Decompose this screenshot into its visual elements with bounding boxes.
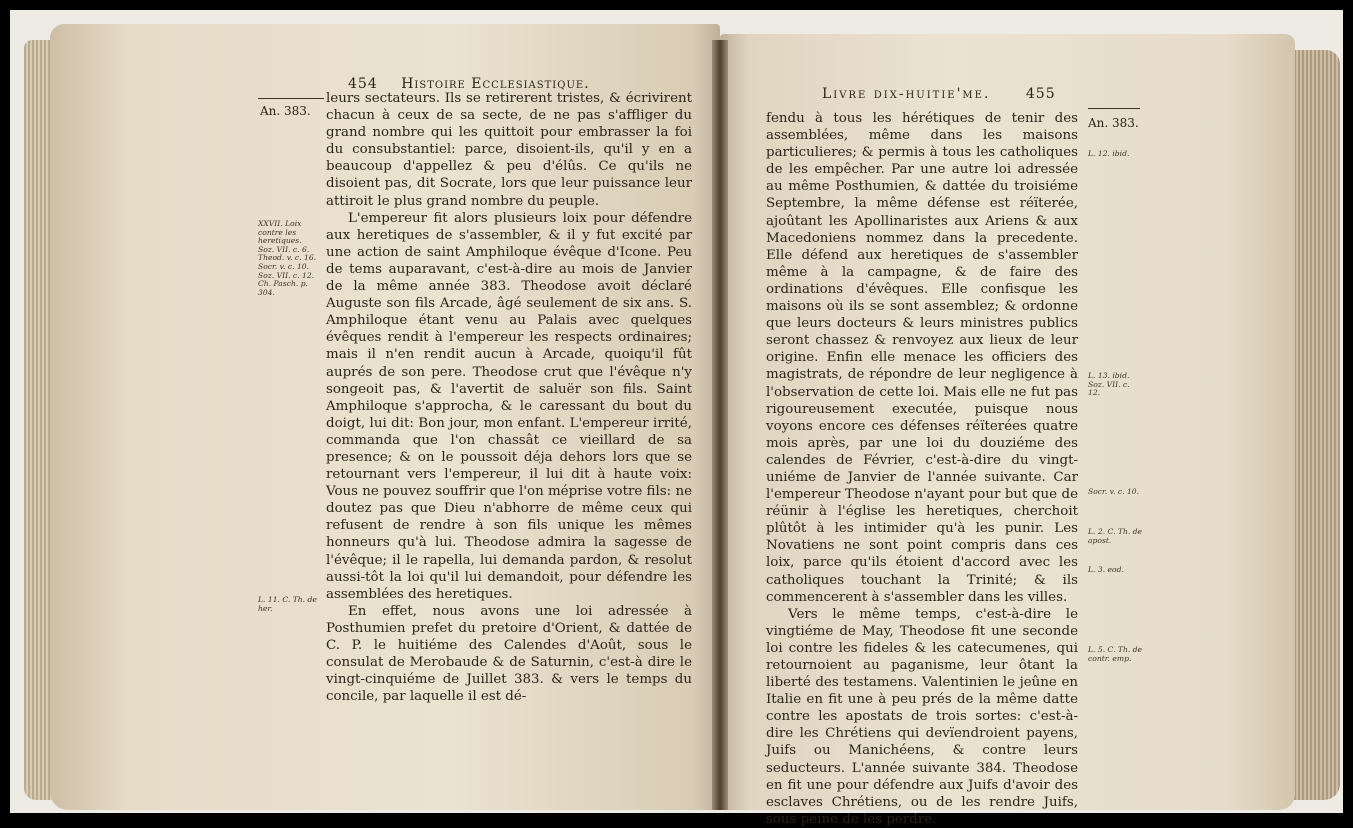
right-margin-note-1: L. 12. ibid. — [1088, 149, 1130, 158]
right-margin-note-6: L. 5. C. Th. de contr. emp. — [1088, 645, 1143, 663]
left-paragraph-2: L'empereur fit alors plusieurs loix pour défendre aux heretiques de s'assembler, & il y fut excité par une action de saint Amphiloque évêque d'Icone. Peu de tems auparavant, c'est-à-dire au mois de Janvier de la même année 383. Theodose avoit déclaré Auguste son fils Arcade, âgé seulement de six ans. S. Amphiloque étant venu au Palais avec quelques évêques rendit à l'empereur les respects ordinaires; mais il n'en rendit aucun à Arcade, quoiqu'il fût auprés de son pere. Theodose crut que l'évêque n'y songeoit pas, & l'avertit de saluër son fils. Saint Amphiloque s'approcha, & le caressant du bout du doigt, lui dit: Bon jour, mon enfant. L'empereur irrité, commanda que l'on chassât ce vieillard de sa presence; & on le poussoit déja dehors lors que se retournant vers l'empereur, il lui dit à haute voix: Vous ne pouvez souffrir que l'on méprise votre fils: ne doutez pas que Dieu n'abhorre de même ceux qui refusent de rendre à son fils unique les mêmes honneurs qu'à lui. Theodose admira la sagesse de l'évêque; il le rapella, lui demanda pardon, & resolut aussi-tôt la loi qu'il lui demandoit, pour défendre les assemblées des heretiques. — [326, 210, 692, 602]
right-margin-note-3: Socr. v. c. 10. — [1088, 487, 1140, 496]
left-paragraph-1: leurs sectateurs. Ils se retirerent tristes, & écrivirent chacun à ceux de sa secte, de ne pas s'affliger du grand nombre qui les quittoit pour embrasser la foi du consubstantiel: parce, disoient-ils, qu'il y en a beaucoup d'appellez & peu d'élûs. Ce qu'ils ne disoient pas, dit Socrate, lors que leur puissance leur attiroit le plus grand nombre du peuple. — [326, 91, 692, 209]
left-running-head: Histoire Ecclesiastique. — [401, 76, 590, 92]
book-gutter — [712, 40, 728, 810]
right-margin-note-2: L. 13. ibid. Soz. VII. c. 12. — [1088, 371, 1130, 398]
left-year-label: An. 383. — [260, 104, 311, 118]
right-running-head: Livre dix-huitie'me. — [822, 86, 991, 102]
left-margin-note-2: L. 11. C. Th. de her. — [258, 595, 317, 613]
left-paragraph-3: En effet, nous avons une loi adressée à Posthumien prefet du pretoire d'Orient, & dattée de C. P. le huitiéme des Calendes d'Août, sous le consulat de Merobaude & de Saturnin, c'est-à dire le vingt-cinquiéme de Juillet 383. & vers le temps du concile, par laquelle il est dé- — [326, 603, 692, 705]
right-page-number: 455 — [1025, 86, 1056, 102]
left-margin-note-1: XXVII. Loix contre les heretiques. Soz. VII. c. 6. Theod. v. c. 16. Socr. v. c. 10. Soz. VII. c. 12. Ch. Pasch. p. 304. — [258, 219, 317, 297]
left-page — [50, 24, 720, 810]
scan-frame — [10, 10, 1343, 827]
right-margin-note-4: L. 2. C. Th. de apost. — [1088, 527, 1143, 545]
right-page — [720, 34, 1295, 827]
right-year-label: An. 383. — [1088, 116, 1139, 130]
right-header — [822, 86, 1056, 102]
right-paragraph-1: fendu à tous les hérétiques de tenir des assemblées, même dans les maisons particulieres; & permis à tous les catholiques de les empêcher. Par une autre loi adressée au même Posthumien, & dattée du troisiéme Septembre, la même défense est réïterée, ajoûtant les Apollinaristes aux Ariens & aux Macedoniens nommez dans la precedente. Elle défend aux heretiques de s'assembler même à la campagne, & de faire des ordinations d'évêques. Elle confisque les maisons où ils se sont assemblez; & ordonne que leurs docteurs & leurs ministres publics seront chassez & renvoyez aux lieux de leur origine. Enfin elle menace les officiers des magistrats, de répondre de leur negligence à l'observation de cette loi. Mais elle ne fut pas rigoureusement executée, puisque nous voyons encore ces défenses réïterées quatre mois après, par une loi du douziéme des calendes de Février, c'est-à-dire du vingt-uniéme de Janvier de l'année suivante. Car l'empereur Theodose n'ayant pour but que de réünir à l'église les heretiques, cherchoit plûtôt à les intimider qu'à les punir. Les Novatiens ne sont point compris dans ces loix, parce qu'ils étoient d'accord avec les catholiques touchant la Trinité; & ils commencerent à s'assembler dans les villes. — [766, 111, 1078, 605]
left-year-rule — [258, 98, 324, 99]
right-body — [766, 110, 1078, 828]
right-paragraph-2: Vers le même temps, c'est-à-dire le vingtiéme de May, Theodose fit une seconde loi contre les fideles & les catecumenes, qui retournoient au paganisme, leur ôtant la liberté des testamens. Valentinien le jeûne en Italie en fit une à peu prés de la même datte contre les apostats de trois sortes: c'est-à-dire les Chrétiens qui devïendroient payens, Juifs ou Manichéens, & contre leurs seducteurs. L'année suivante 384. Theodose en fit une pour défendre aux Juifs d'avoir des esclaves Chrétiens, ou de les rendre Juifs, sous peine de les perdre. — [766, 606, 1078, 827]
right-margin-note-5: L. 3. eod. — [1088, 565, 1124, 574]
left-body — [326, 90, 692, 705]
right-year-rule — [1088, 108, 1140, 109]
left-page-number: 454 — [348, 76, 378, 92]
